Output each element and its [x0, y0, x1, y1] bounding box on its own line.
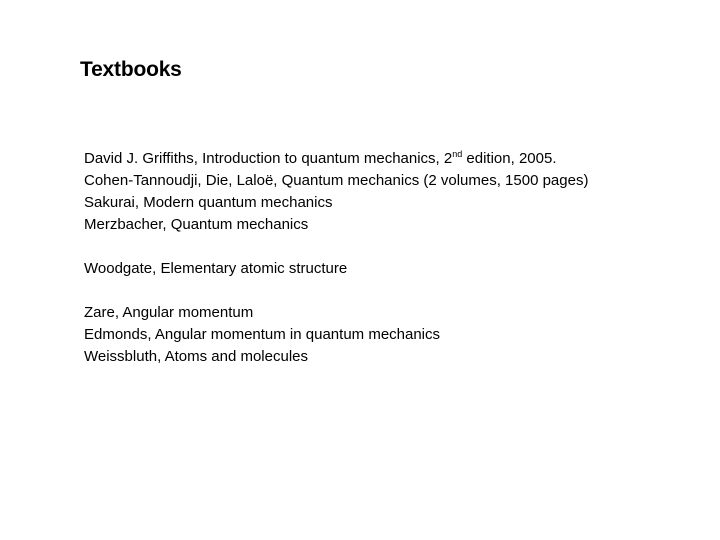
textbook-list	[84, 148, 704, 368]
book-weissbluth: Weissbluth, Atoms and molecules	[84, 348, 308, 365]
book-griffiths-suffix: edition, 2005.	[462, 150, 557, 167]
book-griffiths-text: David J. Griffiths, Introduction to quantum mechanics, 2	[84, 150, 453, 167]
slide-title: Textbooks	[80, 58, 182, 81]
book-griffiths	[84, 148, 704, 170]
book-merzbacher: Merzbacher, Quantum mechanics	[84, 216, 309, 233]
book-zare: Zare, Angular momentum	[84, 304, 254, 321]
book-woodgate: Woodgate, Elementary atomic structure	[84, 260, 348, 277]
spacer	[84, 236, 704, 258]
book-cohen-tannoudji: Cohen-Tannoudji, Die, Laloë, Quantum mechanics (2 volumes, 1500 pages)	[84, 172, 589, 189]
book-griffiths-superscript: nd	[452, 149, 463, 159]
book-sakurai: Sakurai, Modern quantum mechanics	[84, 194, 333, 211]
book-edmonds: Edmonds, Angular momentum in quantum mechanics	[84, 326, 441, 343]
spacer	[84, 280, 704, 302]
